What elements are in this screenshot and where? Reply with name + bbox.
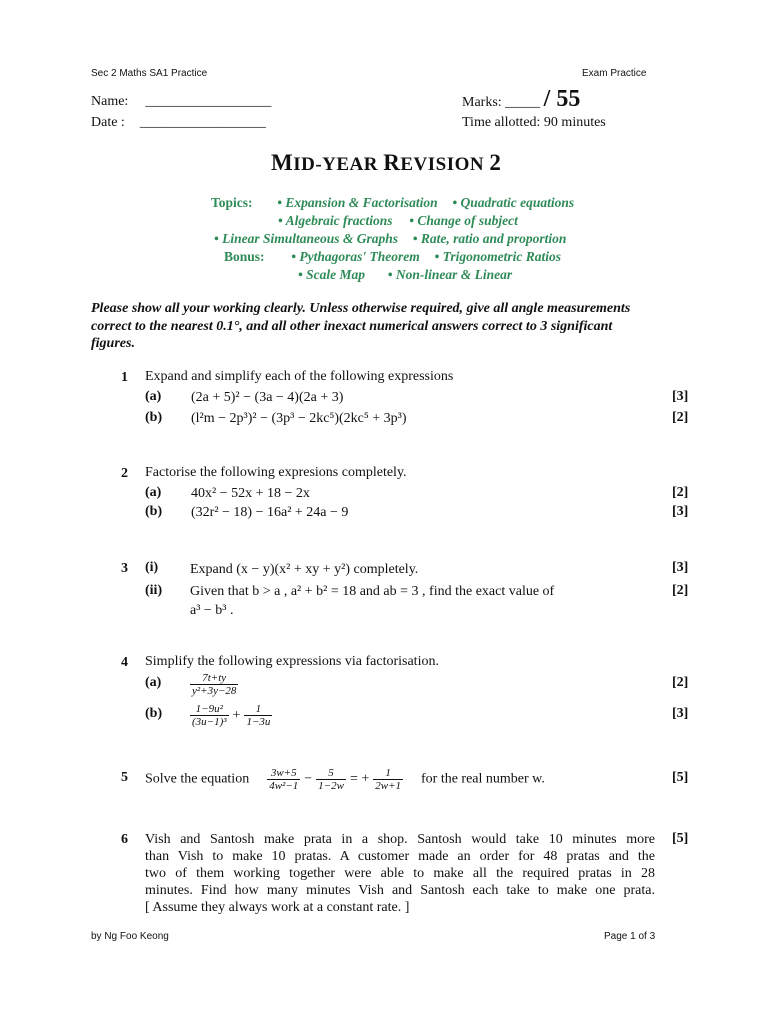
q4-a-frac [190,672,238,697]
q6-line-2: than Vish to make 10 pratas. A customer made an order for 48 pratas and the [145,849,655,864]
topic-change-subject: • Change of subject [409,213,518,228]
q5-minus: − [304,771,313,787]
q1-a-expr: (2a + 5)² − (3a − 4)(2a + 3) [191,390,344,405]
q3-i-label: (i) [145,560,159,575]
footer-author: by Ng Foo Keong [91,931,169,942]
topics-line-2 [278,212,518,230]
q4-a-numerator: 7t+ty [190,672,238,685]
q4-b-denominator-2: 1−3u [246,716,271,728]
topics-line-3 [214,230,566,248]
title-r: R [383,150,401,175]
q4-b-expr [190,703,272,728]
q1-a-label: (a) [145,389,162,404]
q3-ii-text-2: a³ − b³ . [190,603,234,618]
q6-line-3: two of them working together were able to make all the required pratas in 28 [145,866,655,881]
date-label: Date : [91,115,125,130]
marks-line: _____ [505,95,541,110]
q1-b-expr: (l²m − 2p³)² − (3p³ − 2kc⁵)(2kc⁵ + 3p³) [191,411,407,426]
q3-number: 3 [121,561,128,576]
q5-equation [145,767,545,792]
title-evision: EVISION [400,154,485,175]
q2-b-mark: [3] [672,504,689,519]
q2-b-expr: (32r² − 18) − 16a² + 24a − 9 [191,505,349,520]
q2-a-label: (a) [145,485,162,500]
q6-line-1: Vish and Santosh make prata in a shop. Santosh would take 10 minutes more [145,832,655,847]
q6-number: 6 [121,832,128,847]
q5-frac-1-den: 4w²−1 [269,780,299,792]
topics-line-5 [298,266,512,284]
q2-number: 2 [121,466,128,481]
q5-frac-2-num: 5 [316,767,346,780]
q2-b-label: (b) [145,504,163,519]
q3-i-text: Expand (x − y)(x² + xy + y²) completely. [190,562,419,577]
name-line: __________________ [145,94,272,109]
title-m: M [271,150,294,175]
q4-b-frac-2 [244,703,272,728]
q4-b-frac-1 [190,703,229,728]
instructions [91,300,630,353]
topic-quadratic: • Quadratic equations [452,195,575,210]
q4-a-denominator: y²+3y−28 [192,685,237,697]
q6-text [145,831,655,916]
q4-b-numerator-2: 1 [244,703,272,716]
instructions-line-3: figures. [91,336,135,351]
name-row [91,94,271,110]
q4-b-numerator-1: 1−9u² [190,703,229,716]
q5-frac-3-num: 1 [373,767,403,780]
topic-algebraic-fractions: • Algebraic fractions [278,213,393,228]
q5-frac-2 [316,767,346,792]
q2-a-mark: [2] [672,485,689,500]
q1-text: Expand and simplify each of the following expressions [145,369,454,384]
q5-number: 5 [121,770,128,785]
marks-total: / 55 [543,86,581,112]
date-line: __________________ [139,115,266,130]
bonus-label: Bonus: [224,249,265,264]
topics-line-1 [211,194,574,212]
q5-frac-2-den: 1−2w [318,780,344,792]
topic-pythagoras: • Pythagoras' Theorem [291,249,420,264]
q3-ii-text-1: Given that b > a , a² + b² = 18 and ab = 3 , find the exact value of [190,584,555,599]
q5-mark: [5] [672,770,689,785]
q4-b-label: (b) [145,706,163,721]
topic-expansion: • Expansion & Factorisation [277,195,438,210]
marks-label: Marks: [462,95,502,110]
topic-nonlinear: • Non-linear & Linear [387,267,513,282]
topic-scale-map: • Scale Map [298,267,365,282]
q4-b-mark: [3] [672,706,689,721]
topic-rate-ratio: • Rate, ratio and proportion [412,231,567,246]
q4-a-mark: [2] [672,675,689,690]
q4-a-label: (a) [145,675,162,690]
title-id-year: ID-YEAR [293,154,378,175]
marks-row [462,86,580,113]
q6-line-5: [ Assume they always work at a constant rate. ] [145,900,410,915]
topic-trigonometric: • Trigonometric Ratios [434,249,561,264]
q2-text: Factorise the following expresions completely. [145,465,407,480]
q5-frac-1 [267,767,300,792]
q1-b-mark: [2] [672,410,689,425]
q5-frac-3 [373,767,403,792]
q4-b-plus: + [232,708,241,724]
q3-i-mark: [3] [672,560,689,575]
q5-tail: for the real number w. [421,771,545,787]
time-allotted: Time allotted: 90 minutes [462,115,606,130]
q5-frac-1-num: 3w+5 [267,767,300,780]
q6-line-4: minutes. Find how many minutes Vish and Santosh each take to make one prata. [145,883,655,898]
q5-lead: Solve the equation [145,771,250,787]
q4-b-denominator-1: (3u−1)³ [192,716,227,728]
q4-a-fraction [190,672,238,697]
instructions-line-2: correct to the nearest 0.1°, and all other inexact numerical answers correct to 3 significant [91,318,613,334]
q4-number: 4 [121,655,128,670]
footer-page: Page 1 of 3 [604,931,656,942]
name-label: Name: [91,94,129,109]
instructions-line-1: Please show all your working clearly. Unless otherwise required, give all angle measurements [91,301,631,316]
topics-line-4 [224,248,561,266]
q1-a-mark: [3] [672,389,689,404]
q3-ii-mark: [2] [672,583,689,598]
topic-linear-simultaneous: • Linear Simultaneous & Graphs [214,231,399,246]
title-num: 2 [489,150,502,175]
q1-b-label: (b) [145,410,163,425]
q4-text: Simplify the following expressions via factorisation. [145,654,439,669]
page-title [271,150,501,176]
q3-ii-label: (ii) [145,583,163,598]
q5-frac-3-den: 2w+1 [375,780,401,792]
topics-label: Topics: [211,195,253,210]
header-course: Sec 2 Maths SA1 Practice [91,68,208,79]
q5-equals: = + [349,771,370,787]
q6-mark: [5] [672,831,689,846]
date-row [91,115,266,131]
q1-number: 1 [121,370,128,385]
q2-a-expr: 40x² − 52x + 18 − 2x [191,486,310,501]
header-type: Exam Practice [582,68,647,79]
